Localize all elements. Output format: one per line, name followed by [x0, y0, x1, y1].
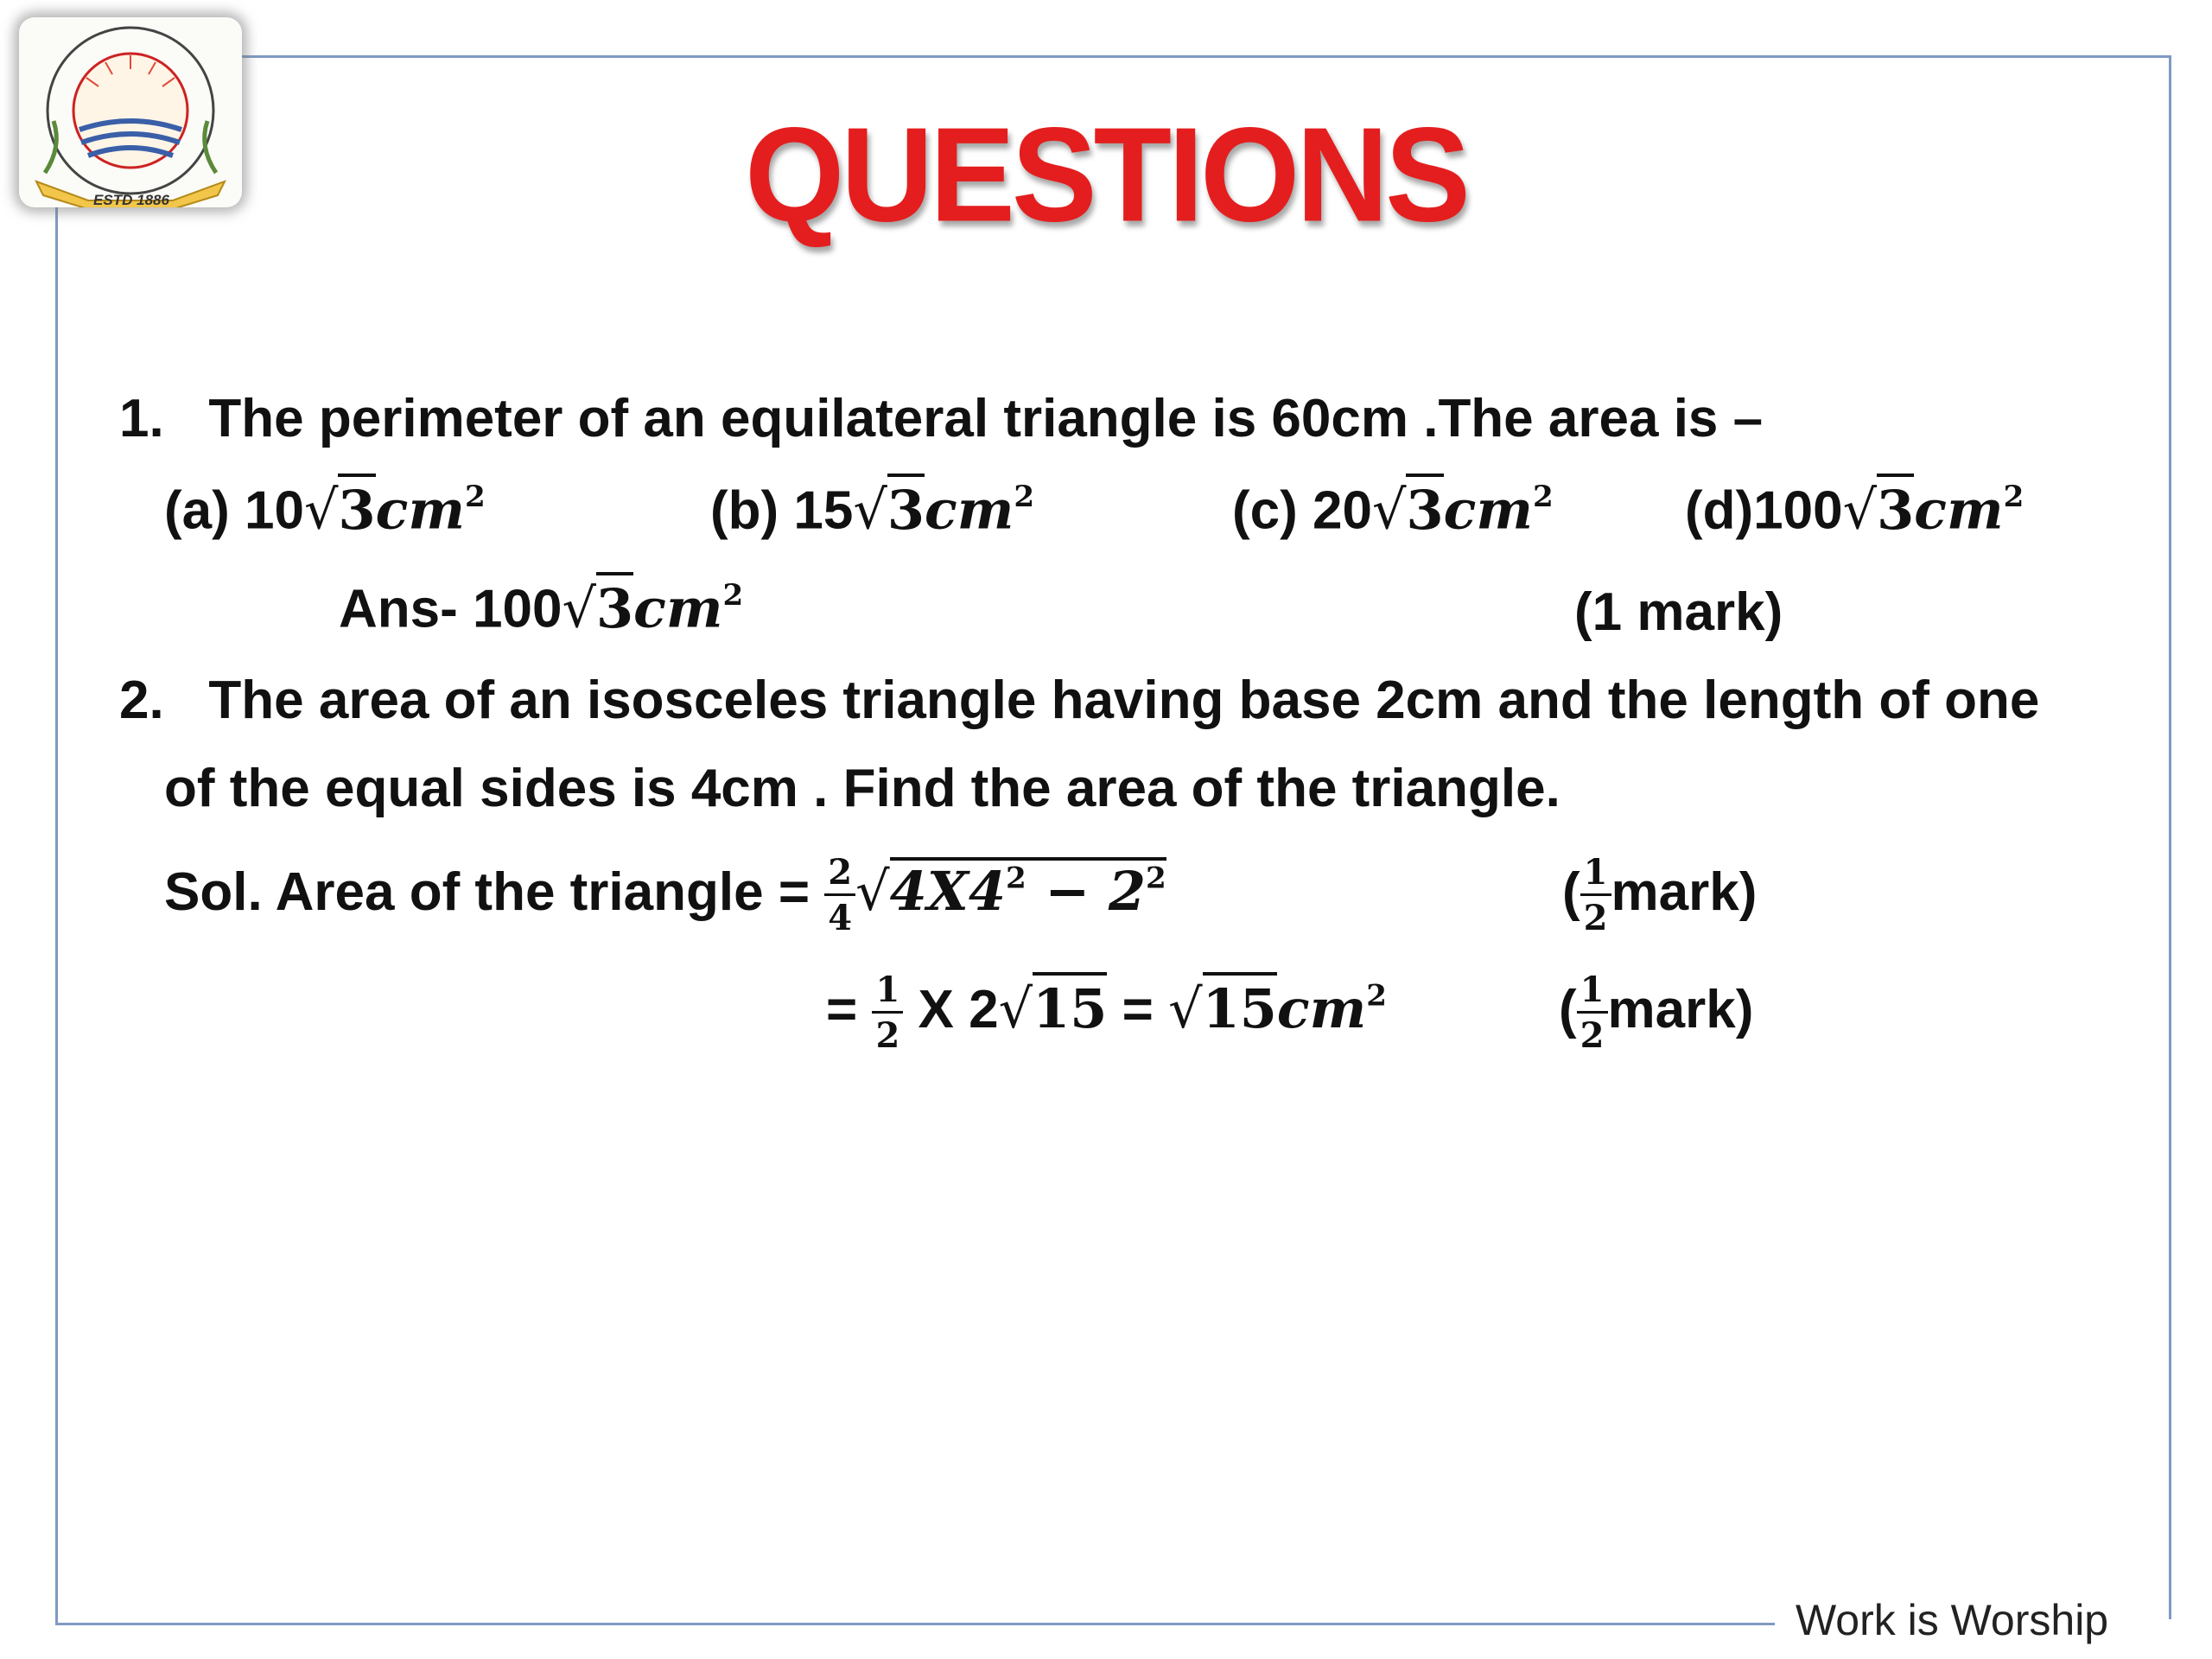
solution-step-2: = $\frac{1}{2}$ X $2√15 = √15cm^2$ [826, 969, 1387, 1056]
option-b-exp: 2 [1014, 480, 1035, 514]
answer-radicand: 3 [596, 572, 633, 640]
fraction-half-mark-2: $\frac{1}{2}$ [1577, 973, 1608, 1053]
option-c-unit: cm [1443, 478, 1533, 542]
question-1-number: 1. [119, 389, 164, 448]
slide-frame-left [55, 199, 58, 1624]
option-c-exp: 2 [1532, 480, 1554, 514]
option-d-exp: 2 [2003, 480, 2024, 514]
question-1-text: The perimeter of an equilateral triangle is 60cm .The area is – [208, 389, 1764, 448]
answer-prefix: Ans- 100 [339, 579, 563, 639]
option-a-unit: cm [375, 478, 465, 542]
option-a: (a) $10√3cm^2$ [164, 482, 486, 538]
option-b-label: (b) 15 [710, 480, 854, 541]
slide-frame-bottom [55, 1623, 1775, 1625]
footer-motto: Work is Worship [1789, 1595, 2115, 1645]
solution-step-1: Sol. Area of the triangle = $\frac{2}{4}$ $√4X4^2 - 2^2$ [164, 852, 1166, 938]
solution-step-1-marks: ( $\frac{1}{2}$ mark) [1562, 852, 1758, 938]
question-2 [119, 671, 2040, 730]
slide-frame-top [223, 55, 2171, 58]
logo-banner-text: ESTD 1886 [93, 192, 169, 208]
solution-step-2-marks: ( $\frac{1}{2}$ mark) [1559, 969, 1754, 1056]
option-a-exp: 2 [464, 480, 486, 514]
question-1-marks: (1 mark) [1574, 582, 1783, 642]
option-d-unit: cm [1914, 478, 2004, 542]
slide-frame-right [2169, 55, 2171, 1619]
question-1-answer: Ans- $100√3cm^2$ [339, 581, 743, 637]
fraction-half-mark: $\frac{1}{2}$ [1580, 855, 1611, 936]
answer-exp: 2 [722, 578, 744, 613]
option-b-radicand: 3 [887, 474, 925, 542]
option-d-label: (d)100 [1685, 480, 1843, 541]
option-c: (c) $20√3cm^2$ [1232, 482, 1554, 538]
option-c-label: (c) 20 [1232, 480, 1372, 541]
question-2-number: 2. [119, 671, 164, 730]
page-title: QUESTIONS [745, 99, 1467, 251]
answer-unit: cm [633, 576, 723, 640]
option-b: (b) $15√3cm^2$ [710, 482, 1034, 538]
option-d: $(d)100√3cm^2$ [1685, 482, 2024, 538]
option-c-radicand: 3 [1406, 474, 1443, 542]
solution-prefix: Sol. Area of the triangle = [164, 861, 810, 922]
option-a-label: (a) 10 [164, 480, 304, 541]
option-b-unit: cm [925, 478, 1014, 542]
option-a-radicand: 3 [338, 474, 375, 542]
radicand-4x4: 4X4 [889, 859, 1007, 923]
option-d-radicand: 3 [1877, 474, 1914, 542]
question-2-text-line1: The area of an isosceles triangle having base 2cm and the length of one [208, 671, 2040, 730]
fraction-one-half: $\frac{1}{2}$ [872, 973, 903, 1053]
question-2-text-line2: of the equal sides is 4cm . Find the area of the triangle. [164, 759, 1560, 818]
fraction-two-fourths: $\frac{2}{4}$ [824, 855, 855, 936]
question-1 [119, 389, 1764, 448]
radicand-minus-2: − 2 [1026, 859, 1146, 923]
